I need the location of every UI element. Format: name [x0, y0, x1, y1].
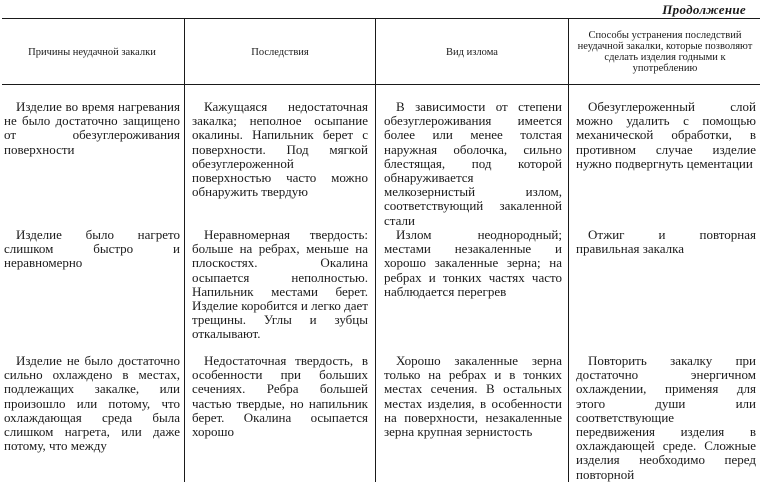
column-divider-2 — [375, 18, 376, 482]
column-divider-1 — [184, 18, 185, 482]
row2-consequence: Неравномерная твердость: больше на ребрах, меньше на плоскостях. Окалина осыпается неполностью. Напильник местами берет. Изделие коробится и легко дает трещины. Углы и зубцы откалывают. — [192, 227, 368, 342]
row3-remedy: Повторить закалку при достаточно энергичном охлаждении, применяя для этого души или соответствующие передвижения изделия в охлаждающей среде. Сложные изделия необходимо перед повторной — [576, 353, 756, 482]
row3-fracture: Хорошо закаленные зерна только на ребрах и в тонких местах сечения. В остальных местах изделия, в особенности на поверхности, незакаленные зерна крупная зернистость — [384, 353, 562, 440]
header-fracture-type — [381, 22, 563, 82]
row2-cause: Изделие было нагрето слишком быстро и неравномерно — [4, 227, 180, 271]
continuation-label: Продолжение — [662, 2, 746, 17]
row3-consequence: Недостаточная твердость, в особенности при больших сечениях. Ребра большей частью твердые, но напильник берет. Окалина осыпается хорошо — [192, 353, 368, 440]
row1-remedy: Обезуглероженный слой можно удалить с помощью механической обработки, в противном случае изделие нужно подвергнуть цементации — [576, 99, 756, 171]
row1-fracture: В зависимости от степени обезуглероживания имеется более или менее толстая наружная оболочка, сильно блестящая, под которой обнаруживается мелкозернистый излом, соответствующий закаленной стали — [384, 99, 562, 228]
header-remedies — [573, 22, 757, 82]
row1-consequence: Кажущаяся недостаточная закалка; неполное осыпание окалины. Напильник берет с поверхности. Под мягкой обезуглероженной поверхностью часто можно обнаружить твердую — [192, 99, 368, 200]
column-divider-3 — [568, 18, 569, 482]
table-header-rule — [2, 84, 760, 85]
header-remedies-text: Способы устранения последствий неудачной закалки, которые позволяют сделать изделия годными к употреблению — [577, 30, 753, 74]
header-causes — [6, 22, 178, 82]
header-consequences — [190, 22, 370, 82]
table-top-rule — [2, 18, 760, 19]
header-fracture-type-text: Вид излома — [446, 46, 498, 58]
row2-remedy: Отжиг и повторная правильная закалка — [576, 227, 756, 257]
row2-fracture: Излом неоднородный; местами незакаленные и хорошо закаленные зерна; на ребрах и тонких частях часто наблюдается перегрев — [384, 227, 562, 299]
row3-cause: Изделие не было достаточно сильно охлаждено в местах, подлежащих закалке, или произошло или потому, что охлаждающая среда была слишком нагрета, или даже потому, что между — [4, 353, 180, 454]
row1-cause: Изделие во время нагревания не было достаточно защищено от обезуглероживания поверхности — [4, 99, 180, 157]
header-consequences-text: Последствия — [251, 46, 309, 58]
header-causes-text: Причины неудачной закалки — [28, 46, 156, 58]
